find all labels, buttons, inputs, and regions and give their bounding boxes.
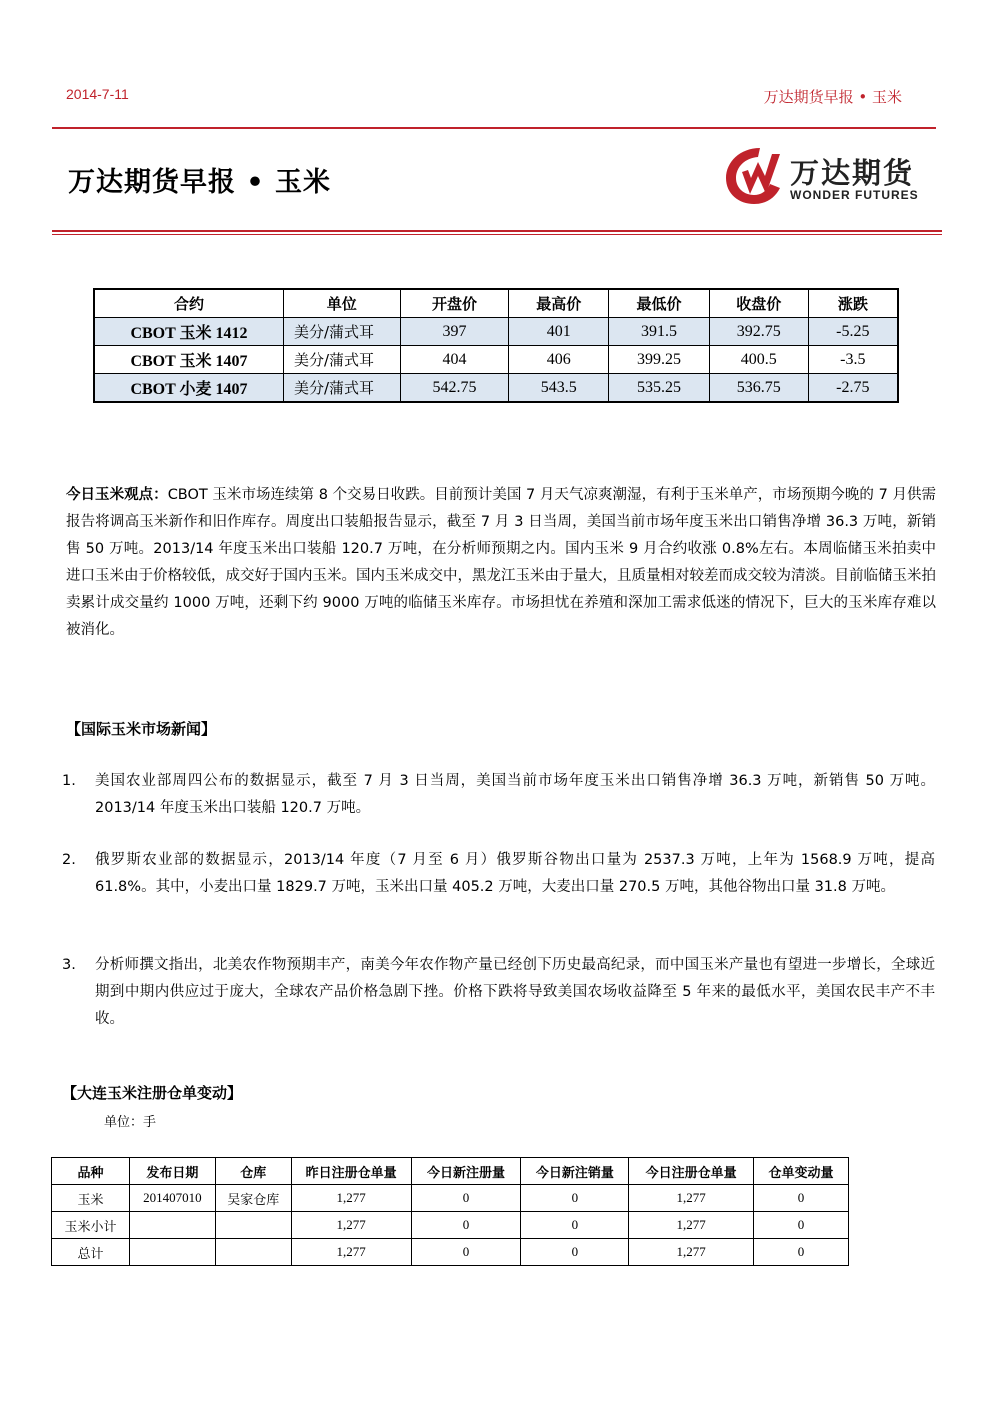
market-view-text: CBOT 玉米市场连续第 8 个交易日收跌。目前预计美国 7 月天气凉爽潮湿，有利于玉米单产，市场预期今晚的 7 月供需报告将调高玉米新作和旧作库存。周度出口装船报告显示，截至 7 月 3 日当周，美国当前市场年度玉米出口销售净增 36.3 万吨，新销售 50 万吨。2013/14 年度玉米出口装船 120.7 万吨，在分析师预期之内。国内玉米 9 月合约收涨 0.8%左右。本周临储玉米拍卖中进口玉米由于价格较低，成交好于国内玉米。国内玉米成交中，黑龙江玉米由于量大，且质量相对较差而成交较为清淡。目前临储玉米拍卖累计成交量约 1000 万吨，还剩下约 9000 万吨的临储玉米库存。市场担忧在养殖和深加工需求低迷的情况下，巨大的玉米库存难以被消化。 [66,487,937,638]
change-cell: -5.25 [808,318,898,346]
open-cell: 397 [400,318,509,346]
news-item [62,847,938,929]
close-cell: 392.75 [709,318,808,346]
report-date: 2014-7-11 [66,86,129,102]
header-divider [52,127,936,129]
new-cancelled-cell: 0 [521,1185,629,1212]
news-item-text: 美国农业部周四公布的数据显示，截至 7 月 3 日当周，美国当前市场年度玉米出口销售净增 36.3 万吨，新销售 50 万吨。2013/14 年度玉米出口装船 120.7 万吨。 [95,773,935,816]
header-cell: 开盘价 [400,289,509,318]
market-view-label: 今日玉米观点： [66,487,168,503]
header-cell: 昨日注册仓单量 [291,1158,411,1185]
change-cell: -2.75 [808,374,898,403]
title-divider-thin [52,234,942,235]
variety-cell: 总计 [52,1239,130,1266]
date-cell: 201407010 [129,1185,215,1212]
header-cell: 品种 [52,1158,130,1185]
price-table-header [94,289,898,318]
header-cell: 合约 [94,289,283,318]
open-cell: 404 [400,346,509,374]
prev-registered-cell: 1,277 [291,1239,411,1266]
low-cell: 535.25 [609,374,710,403]
close-cell: 536.75 [709,374,808,403]
close-cell: 400.5 [709,346,808,374]
warehouse-cell: 吴家仓库 [215,1185,291,1212]
change-cell: -3.5 [808,346,898,374]
logo-text-en: WONDER FUTURES [790,188,919,202]
table-row [52,1239,849,1266]
header-cell: 仓库 [215,1158,291,1185]
contract-cell: CBOT 玉米 1407 [94,346,283,374]
header-cell: 今日新注册量 [411,1158,521,1185]
warehouse-unit: 单位：手 [104,1115,157,1130]
high-cell: 401 [509,318,609,346]
news-item [62,768,938,824]
table-row [52,1212,849,1239]
logo-text-cn: 万达期货 [790,156,915,190]
news-item-number: 3. [62,957,76,973]
date-cell [129,1212,215,1239]
header-cell: 收盘价 [709,289,808,318]
new-registered-cell: 0 [411,1212,521,1239]
header-cell: 最低价 [609,289,710,318]
news-item-number: 2. [62,852,76,868]
header-title: 万达期货早报 • 玉米 [763,88,902,106]
variety-cell: 玉米小计 [52,1212,130,1239]
open-cell: 542.75 [400,374,509,403]
table-row [52,1185,849,1212]
news-item-text: 分析师撰文指出，北美农作物预期丰产，南美今年农作物产量已经创下历史最高纪录，而中国玉米产量也有望进一步增长，全球近期到中期内供应过于庞大，全球农产品价格急剧下挫。价格下跌将导致美国农场收益降至 5 年来的最低水平，美国农民丰产不丰收。 [95,957,935,1027]
news-item-text: 俄罗斯农业部的数据显示，2013/14 年度（7 月至 6 月）俄罗斯谷物出口量为 2537.3 万吨，上年为 1568.9 万吨，提高 61.8%。其中，小麦出口量 1829.7 万吨，玉米出口量 405.2 万吨，大麦出口量 270.5 万吨，其他谷物出口量 31.8 万吨。 [95,852,935,895]
header-cell: 今日注册仓单量 [629,1158,754,1185]
header-cell: 单位 [283,289,400,318]
header-cell: 发布日期 [129,1158,215,1185]
new-cancelled-cell: 0 [521,1239,629,1266]
high-cell: 543.5 [509,374,609,403]
market-view-paragraph [66,482,936,644]
warehouse-cell [215,1239,291,1266]
warehouse-section-title: 【大连玉米注册仓单变动】 [62,1084,243,1102]
new-registered-cell: 0 [411,1185,521,1212]
warehouse-cell [215,1212,291,1239]
warehouse-table [51,1157,849,1266]
unit-cell: 美分/蒲式耳 [283,346,400,374]
news-item-number: 1. [62,773,76,789]
contract-cell: CBOT 小麦 1407 [94,374,283,403]
page-title: 万达期货早报 • 玉米 [68,167,332,198]
new-cancelled-cell: 0 [521,1212,629,1239]
title-divider-thick [52,230,942,232]
change-cell: 0 [754,1212,849,1239]
header-cell: 涨跌 [808,289,898,318]
variety-cell: 玉米 [52,1185,130,1212]
header-cell: 仓单变动量 [754,1158,849,1185]
prev-registered-cell: 1,277 [291,1185,411,1212]
today-registered-cell: 1,277 [629,1185,754,1212]
high-cell: 406 [509,346,609,374]
today-registered-cell: 1,277 [629,1239,754,1266]
warehouse-table-header [52,1158,849,1185]
date-cell [129,1239,215,1266]
low-cell: 399.25 [609,346,710,374]
unit-cell: 美分/蒲式耳 [283,318,400,346]
news-section-title: 【国际玉米市场新闻】 [66,720,217,738]
new-registered-cell: 0 [411,1239,521,1266]
prev-registered-cell: 1,277 [291,1212,411,1239]
header-cell: 最高价 [509,289,609,318]
today-registered-cell: 1,277 [629,1212,754,1239]
change-cell: 0 [754,1239,849,1266]
change-cell: 0 [754,1185,849,1212]
table-row [94,374,898,403]
table-row [94,318,898,346]
table-row [94,346,898,374]
price-table [93,288,899,403]
news-item [62,952,938,1034]
unit-cell: 美分/蒲式耳 [283,374,400,403]
low-cell: 391.5 [609,318,710,346]
header-cell: 今日新注销量 [521,1158,629,1185]
contract-cell: CBOT 玉米 1412 [94,318,283,346]
